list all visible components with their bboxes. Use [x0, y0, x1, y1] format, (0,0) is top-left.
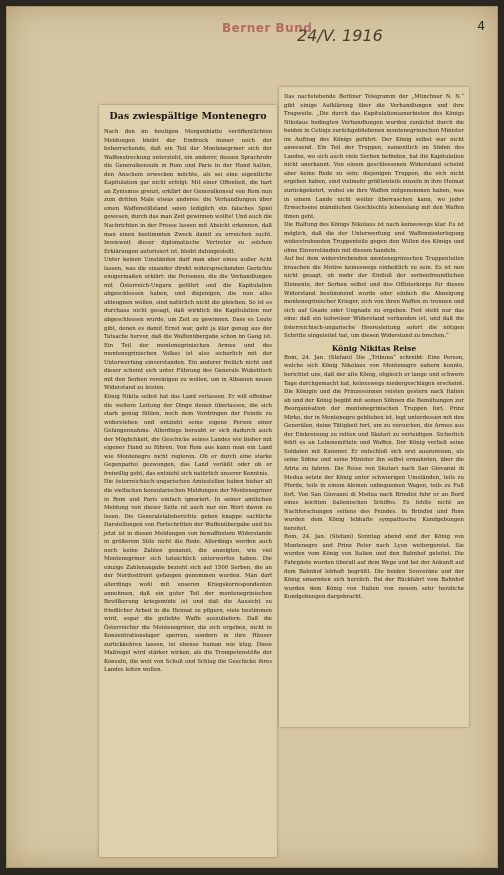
article-paragraph: Unter keinen Umständen darf man aber eines außer Acht lassen, was die einander direkt widersprechenden Gerüchte einigermaßen erklärt: die Personen, die die Verhandlungen mit Österreich-Ungarn geführt und die Kapitulation abgeschlossen haben, und diejenigen, die nun alles ableugnen wollen, sind natürlich nicht die gleichen. So ist es durchaus nicht gesagt, daß wirklich die Kapitulation nur abgeschlossen wurde, um Zeit zu gewinnen. Dass es Leute gibt, denen es damit Ernst war, geht ja klar genug aus der Tatsache hervor, daß die Waffenübergabe schon im Gang ist. Ein Teil der montenegrinischen Armee und des montenegrinischen Volkes ist also sicherlich mit der Unterwerfung einverstanden. Ein anderer freilich nicht und dieser scheint sich unter Führung des Generals Wukotitsch mit den Serben vereinigen zu wollen, um in Albanien neuen Widerstand zu leisten. [104, 257, 272, 392]
article-subheading: König Nikitas Reise [331, 343, 417, 353]
article-paragraph: König Nikita selbst hat das Land verlassen. Er will offenbar die weitere Leitung der Dinge denen überlassen, die sich stark genug fühlen, noch dem Vordringen der Feinde zu widerstehen und entzieht seine eigene Person einer Gefangennahme. Allerdings beraubt er sich dadurch auch der Möglichkeit, die Geschicke seines Landes wie bisher mit eigener Hand zu führen. Von Rom aus kann man ein Land wie Montenegro nicht regieren. Ob er durch eine starke Gegenpartei gezwungen, das Land verläßt oder ob er freiwillig geht, das entzieht sich natürlich unserer Kenntnis. [104, 393, 272, 477]
article-title: Das zwiespältige Montenegro [109, 111, 267, 122]
article-paragraph: Rom, 24. Jan. (Stefani) Die „Tribuna“ schreibt: Eine Person, welche sich König Nikolaus von Montenegro nahern konnte, berichtet uns, daß der alte König, obgleich er lange und schwere Tage durchgemacht hat, keineswegs niedergeschlagen erscheint. Die Königin und die Prinzessinnen reisten gestern nach Italien ab und der König begibt mit seinen Söhnen die Bemühungen zur Reorganisation der montenegrinischen Truppen fort. Prinz Mirko, der in Montenegro geblieben ist, legt unterdessen mit den Generälen, deine Tätigkeit fort, um zu versuchen, die Armee aus der Einkreisung zu retten und Skutari zu verteidigen. Sicherlich fehlt es an Lebensmitteln und Waffen. Der König verließ seine Soldaten mit Kummer. Er entschloß sich erst auszureisen, als seine Söhne und seine Minister ihn selbst ermahnten, über die Adria zu fahren. Die Reise von Skutari nach San Giovanni di Medua setzte der König unter schwierigen Umständen, teils zu Pferde, teils in einem kleinen unbequemen Wagen, teils zu Fuß fort. Von San Giovanni di Medua nach Brindisi fuhr er an Bord eines leichten italienischen Schiffes. Es fehlte nicht an Nachforschungen seitens des Feindes. In Brindisi und Rom wurden dem König lebhafte sympathische Kundgebungen bereitet. [284, 354, 464, 532]
article-paragraph: Auf bei dem widerstrebenden montenegrinischen Truppenteilen brauchen die Motive keineswegs einheitlich zu sein. Es ist nun nicht gesagt, ob mehr der Einfluß der serbenfreundlichen Elemente, der Serben selbst und des Offizierkorps für diesen Widerstand bestimmend wurde oder einfach die Abneigung montenegrinischer Krieger, sich von ihren Waffen zu trennen und sich auf Gnade oder Ungnade zu ergeben. Fest steht nur das eine: daß ein teilweiser Widerstand vorhanden ist, und daß die österreichisch-ungarische Heeresleitung sofort die nötigen Schritte eingeleitet hat, um diesen Widerstand zu brechen.“ [284, 256, 464, 340]
archive-sheet [6, 6, 498, 868]
article-paragraph: Rom, 24. Jan. (Stefani) Sonntag abend sind der König von Montenegro und Prinz Peter nach Lyon weitergereist. Sie wurden vom König von Italien und den Bahnhof geleitet. Die Fahrgäste wurden überall auf dem Wege und bei der Ankunft auf dem Bahnhof lebhaft begrüßt. Die beiden Souveräne und der König umarmten sich herzlich. Bei der Rückfahrt vom Bahnhof wurden dem König von Italien von neuem sehr herzliche Kundgebungen dargebracht. [284, 534, 464, 601]
article-paragraph: Nach den im heutigen Morgenblatte veröffentlichten Meldungen bleibt der Eindruck immer noch der beherrschende, daß ein Teil der Montenegriner sich der Waffenstreckung unterzieht, ein anderer, dessen Sprachrohr die Generalkonsuln in Rom und Paris in der Hand halten, den Anschein erwecken möchte, als sei eine eigentliche Kapitulation gar nicht erfolgt. Mit einer Offenheit, die hart an Zynismus grenzt, erklärt der Generalkonsul von Rom nun zum dritten Male etwas anderes: die Verhandlungen über einen Waffenstillstand seien lediglich ein falsches Spiel gewesen, durch das man Zeit gewinnen wollte! Und auch die Nachrichten in der Presse lassen mit Absicht erkennen, daß man einen bestimmten Zweck damit zu erreichen sucht. Inwieweit dieser diplomatische Vertreter zu solchen Erklärungen autorisiert ist, bleibt dahingestellt. [104, 129, 272, 255]
article-paragraph: Das nachstehende Berliner Telegramm der „Münchner N. N.“ gibt einige Aufklärung über die Verhandlungen und ihre Tragweite. „Die durch das Kapitulationsanerbieten des Königs Nikolaus bedingten Verhandlungen wurden zunächst durch die beiden in Cetinje zurückgebliebenen montenegrinischen Minister im Auftrag des Königs geführt. Der König selbst war nicht anwesend. Ein Teil der Truppen, namentlich im Süden des Landes, wo sich auch viele Serben befinden, hat die Kapitulation nicht anerkannt. Von einem geschlossenen Widerstand scheint aber keine Rede zu sein; diejenigen Truppen, die sich nicht ergeben haben, sind vielmehr größtenteils einzeln in ihre Heimat zurückgekehrt, wobei sie ihre Waffen mitgenommen haben, was in einem Lande nicht weiter überraschen kann, wo jeder Erwachsene männlichen Geschlechts lebenslang mit den Waffen ihnen geht. [284, 94, 464, 220]
clipping-left [99, 105, 277, 857]
newspaper-stamp: Berner Bund [222, 21, 313, 35]
article-paragraph: Die Haltung des Königs Nikolaus ist nach keineswegs klar. Es ist möglich, daß die der Unterwerfung und Waffenniederlegung widerstrebenden Truppenteile gegen den Willen des Königs und ohne Einverständnis mit diesem handeln. [284, 222, 464, 254]
clipping-right [279, 87, 469, 727]
page-number: 4 [477, 19, 485, 33]
handwritten-date: 24/V. 1916 [297, 26, 383, 45]
article-paragraph: Die österreichisch-ungarischen Amtsstellen haben bisher all die vielfachen konsularischen Meldungen der Montenegriner in Rom und Paris einfach ignoriert. In seiner amtlichen Meldung von dieser Seite ist auch nur ein Wort davon zu lesen. Die Generalstabsberichte geben knappe sachliche Darstellungen von Fortschritten der Waffenübergabe und bis jetzt ist in diesen Meldungen von bewaffnetem Widerstande in größerem Stile nicht die Rede. Allerdings werden auch noch keine Zahlen genannt, die anzeigten, wie viel Montenegriner sich tatsächlich unterworfen haben. Die einzige Zahlenangabe bezieht sich auf 1500 Serben, die an der Nordostfront gefangen genommen wurden. Man darf allerdings wohl mit unseren Kriegskorrespondenten annehmen, daß ein guter Teil der montenegrinischen Bevölkerung kriegsmüde ist und daß die Aussicht zu friedlicher Arbeit in die Heimat zu pilgern, viele bestimmen wird, sogar die geliebte Waffe auszuliefern. Daß die Österreicher die Montenegriner, die sich ergeben, nicht in Konzentrationslager sperren, sondern in ihre Häuser zurückkehren lassen, ist ebenso human wie klug. Diese Maßregel wird stärker wirken, als die Trompetenstöße der Konsuln, die weit von Schuß und Schlag die Geschicke ihres Landes leiten wollen. [104, 479, 272, 674]
